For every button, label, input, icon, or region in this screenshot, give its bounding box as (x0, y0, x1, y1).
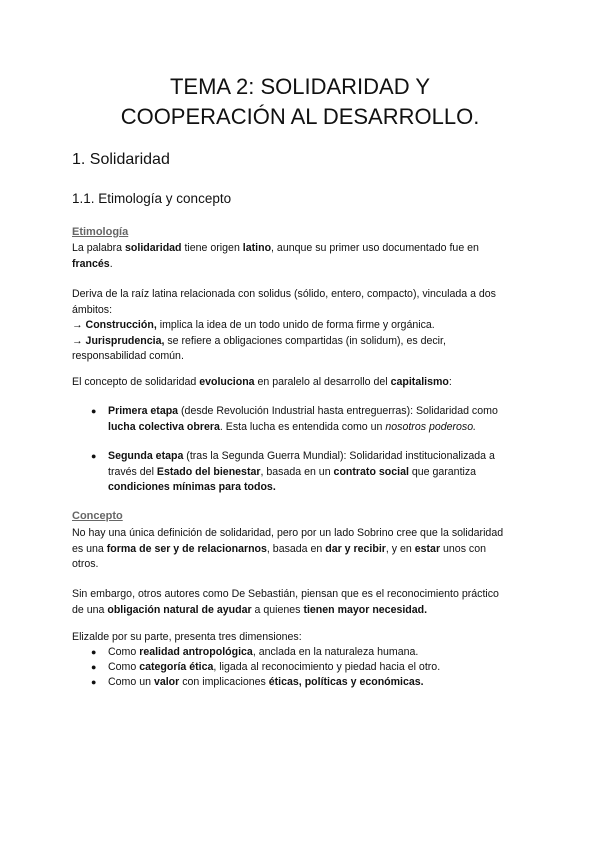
bullet-icon: ● (91, 451, 97, 461)
bullet-icon: ● (91, 662, 97, 672)
section-heading: 1. Solidaridad (72, 151, 170, 168)
list-item: Como un valor con implicaciones éticas, políticas y económicas. (108, 676, 424, 688)
list-item: Como categoría ética, ligada al reconocimiento y piedad hacia el otro. (108, 661, 441, 673)
paragraph: Sin embargo, otros autores como De Sebastián, piensan que es el reconocimiento práctico de una obligación natural de ayudar a quienes tienen mayor necesidad. (72, 588, 499, 616)
list-item: Primera etapa (desde Revolución Industrial hasta entreguerras): Solidaridad como lucha colectiva obrera. Esta lucha es entendida como un nosotros poderoso. (108, 405, 498, 433)
paragraph: Deriva de la raíz latina relacionada con solidus (sólido, entero, compacto), vinculada a dos ámbitos: → Construcción, implica la idea de un todo unido de forma firme y orgánica. → Jurisprudencia, se refiere a obligaciones compartidas (in solidum), es decir, responsabilidad común. (72, 288, 496, 362)
bullet-icon: ● (91, 406, 97, 416)
subsection-heading: 1.1. Etimología y concepto (72, 191, 232, 206)
list-item: Segunda etapa (tras la Segunda Guerra Mundial): Solidaridad institucionalizada a través del Estado del bienestar, basada en un contrato social que garantiza condiciones mínimas para todos. (108, 450, 495, 493)
paragraph: No hay una única definición de solidaridad, pero por un lado Sobrino cree que la solidaridad es una forma de ser y de relacionarnos, basada en dar y recibir, y en estar unos con otros. (72, 527, 504, 570)
paragraph: La palabra solidaridad tiene origen latino, aunque su primer uso documentado fue en francés. (72, 242, 479, 270)
title-line-1: TEMA 2: SOLIDARIDAD Y (169, 74, 430, 99)
etimologia-heading: Etimología (72, 226, 129, 238)
concepto-heading: Concepto (72, 510, 123, 522)
paragraph: El concepto de solidaridad evoluciona en paralelo al desarrollo del capitalismo: (72, 376, 452, 388)
title-line-2: COOPERACIÓN AL DESARROLLO. (120, 104, 480, 129)
bullet-icon: ● (91, 677, 97, 687)
list-item: Como realidad antropológica, anclada en la naturaleza humana. (108, 646, 419, 658)
paragraph: Elizalde por su parte, presenta tres dimensiones: (72, 631, 302, 643)
bullet-icon: ● (91, 647, 97, 657)
